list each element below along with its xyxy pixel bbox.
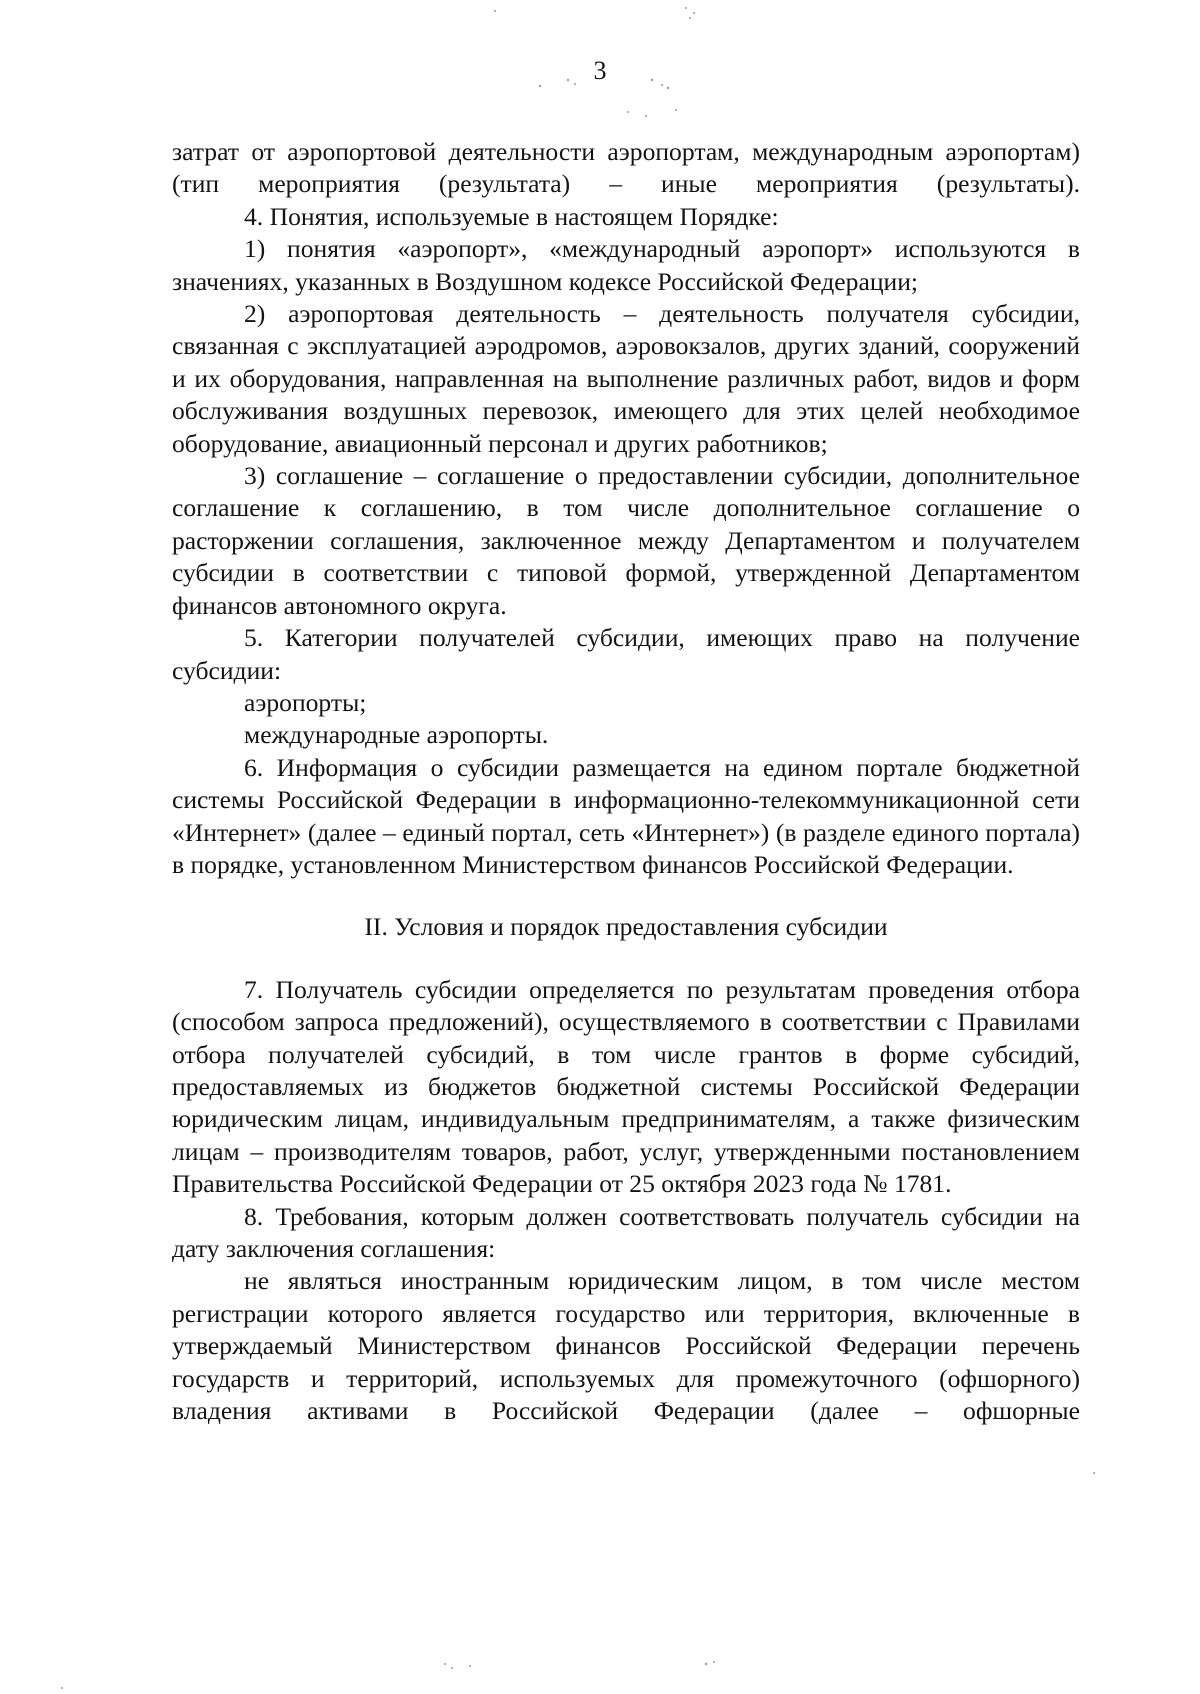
paragraph-category-airports: аэропорты; [244, 687, 367, 717]
paragraph-item-5: 5. Категории получателей субсидии, имеющих право на получение субсидии: [172, 623, 1080, 685]
section-heading: II. Условия и порядок предоставления субсидии [364, 912, 888, 942]
paragraph-item-6: 6. Информация о субсидии размещается на едином портале бюджетной системы Российской Федерации в информационно-телекоммуникационной сети «Интернет» (далее – единый портал, сеть «Интернет») (в разделе единого портала) в порядке, установленном Министерством финансов Российской Федерации. [172, 752, 1080, 879]
paragraph-category-international-airports: международные аэропорты. [244, 720, 549, 750]
paragraph-item-8: 8. Требования, которым должен соответствовать получатель субсидии на дату заключения соглашения: [172, 1201, 1080, 1263]
paragraph-item-4-2: 2) аэропортовая деятельность – деятельность получателя субсидии, связанная с эксплуатацией аэродромов, аэровокзалов, других зданий, сооружений и их оборудования, направленная на выполнение различных работ, видов и форм обслуживания воздушных перевозок, имеющего для этих целей необходимое оборудование, авиационный персонал и других работников; [172, 299, 1080, 458]
paragraph-continuation: затрат от аэропортовой деятельности аэропортам, международным аэропортам) (тип мероприятия (результата) – иные мероприятия (результаты). [172, 137, 1080, 199]
paragraph-item-7: 7. Получатель субсидии определяется по результатам проведения отбора (способом запроса предложений), осуществляемого в соответствии с Правилами отбора получателей субсидий, в том числе грантов в форме субсидий, предоставляемых из бюджетов бюджетной системы Российской Федерации юридическим лицам, индивидуальным предпринимателям, а также физическим лицам – производителям товаров, работ, услуг, утвержденными постановлением Правительства Российской Федерации от 25 октября 2023 года № 1781. [172, 974, 1080, 1199]
paragraph-requirement-foreign-entity: не являться иностранным юридическим лицом, в том числе местом регистрации которого является государство или территория, включенные в утверждаемый Министерством финансов Российской Федерации перечень государств и территорий, используемых для промежуточного (офшорного) владения активами в Российской Федерации (далее – офшорные [172, 1266, 1080, 1426]
paragraph-item-4-3: 3) соглашение – соглашение о предоставлении субсидии, дополнительное соглашение к соглашению, в том числе дополнительное соглашение о расторжении соглашения, заключенное между Департаментом и получателем субсидии в соответствии с типовой формой, утвержденной Департаментом финансов автономного округа. [172, 461, 1080, 620]
document-body [172, 136, 1080, 1427]
paragraph-item-4: 4. Понятия, используемые в настоящем Порядке: [244, 201, 779, 231]
paragraph-item-4-1: 1) понятия «аэропорт», «международный аэропорт» используются в значениях, указанных в Воздушном кодексе Российской Федерации; [172, 234, 1080, 296]
page-number: 3 [593, 56, 607, 85]
